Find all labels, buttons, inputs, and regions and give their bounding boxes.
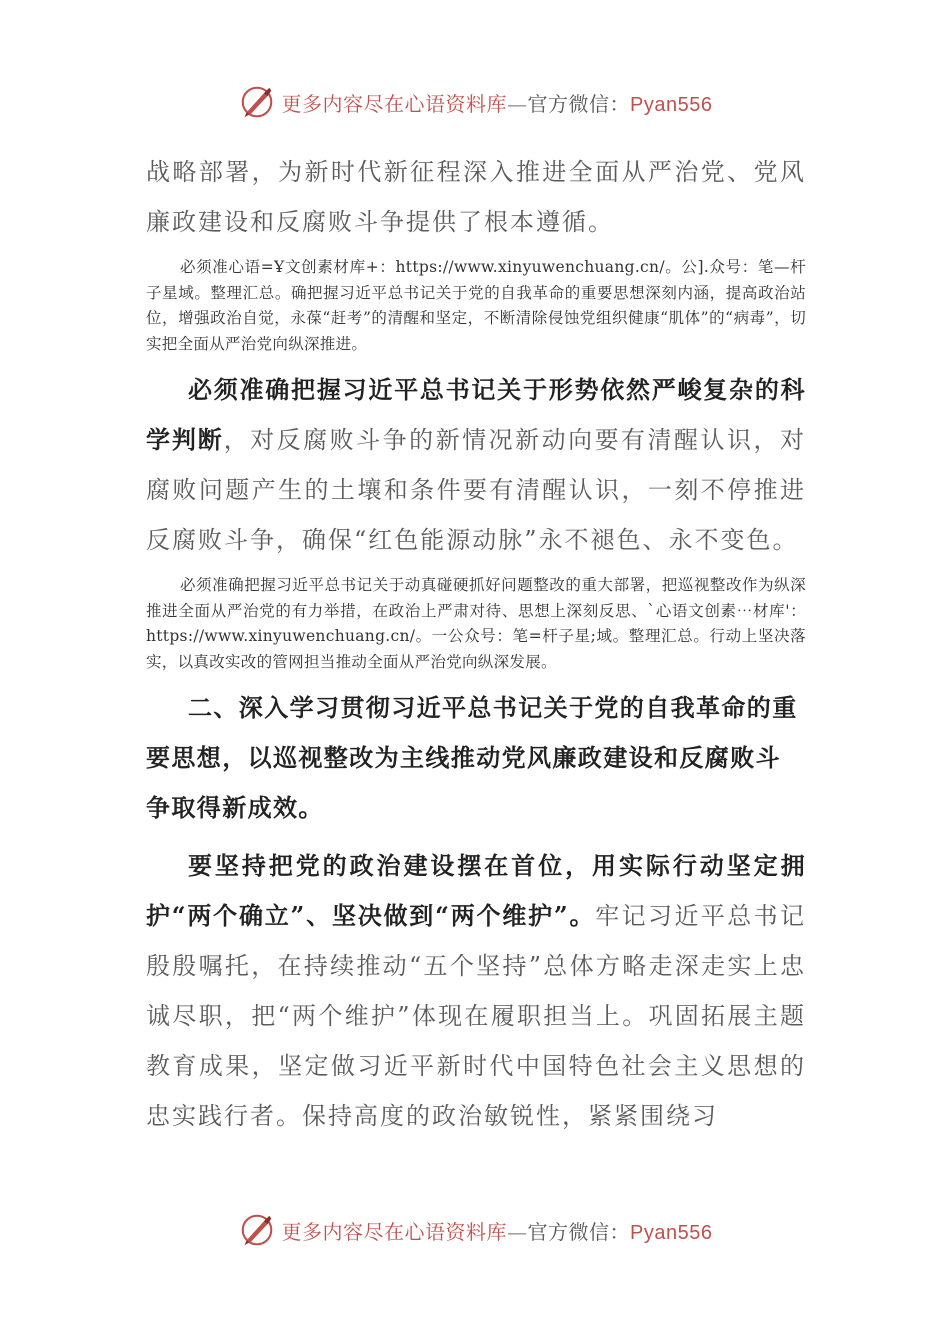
paragraph-judgment [146,365,806,565]
footer-banner [0,1210,950,1250]
paragraph-judgment-body: ，对反腐败斗争的新情况新动向要有清醒认识，对腐败问题产生的土壤和条件要有清醒认识，一刻不停推进反腐败斗争，确保“红色能源动脉”永不褪色、永不变色。 [146,426,807,554]
banner-dash: — [507,91,528,116]
banner-dash: — [507,1219,528,1244]
paragraph-continuation: 战略部署，为新时代新征程深入推进全面从严治党、党风廉政建设和反腐败斗争提供了根本遵循。 [146,158,806,236]
paragraph-political-body: 牢记习近平总书记殷殷嘱托，在持续推动“五个坚持”总体方略走深走实上忠诚尽职，把“两个维护”体现在履职担当上。巩固拓展主题教育成果，坚定做习近平新时代中国特色社会主义思想的忠实践行者。保持高度的政治敏锐性，紧紧围绕习 [146,902,807,1130]
banner-wechat-label: 官方微信： [527,1219,631,1244]
banner-wechat-id: Pyan556 [630,1221,713,1244]
paragraph-political-building [146,841,806,1141]
paragraph-political-lead: 要坚持把党的政治建设摆在首位，用实际行动坚定拥护“两个确立”、坚决做到“两个维护”。 [146,851,806,930]
banner-wechat-label: 官方微信： [527,91,631,116]
document-body [146,147,806,1141]
banner-wechat-id: Pyan556 [630,93,713,116]
pen-logo-icon [238,83,276,121]
pen-logo-icon [238,1211,276,1249]
banner-main-text: 更多内容尽在心语资料库 [281,91,508,116]
banner-main-text: 更多内容尽在心语资料库 [281,1219,508,1244]
paragraph-judgment-lead: 必须准确把握习近平总书记关于形势依然严峻复杂的科学判断 [146,375,806,454]
section-heading-2: 二、深入学习贯彻习近平总书记关于党的自我革命的重要思想，以巡视整改为主线推动党风廉政建设和反腐败斗争取得新成效。 [146,693,798,822]
paragraph-watermarked-1: 必须准心语=Ұ文创素材库+：https://www.xinyuwenchuang.cn/。公].众号：笔—杆子星域。整理汇总。确把握习近平总书记关于党的自我革命的重要思想深刻内涵，提高政治站位，增强政治自觉，永葆“赶考”的清醒和坚定，不断清除侵蚀党组织健康“肌体”的“病毒”，切实把全面从严治党向纵深推进。 [146,258,807,353]
header-banner [0,82,950,122]
paragraph-watermarked-2: 必须准确把握习近平总书记关于动真碰硬抓好问题整改的重大部署，把巡视整改作为纵深推进全面从严治党的有力举措，在政治上严肃对待、思想上深刻反思、`心语文创素⋯材库'：https://www.xinyuwenchuang.cn/。一公众号：笔=杆子星;域。整理汇总。行动上坚决落实，以真改实改的管网担当推动全面从严治党向纵深发展。 [146,576,806,671]
